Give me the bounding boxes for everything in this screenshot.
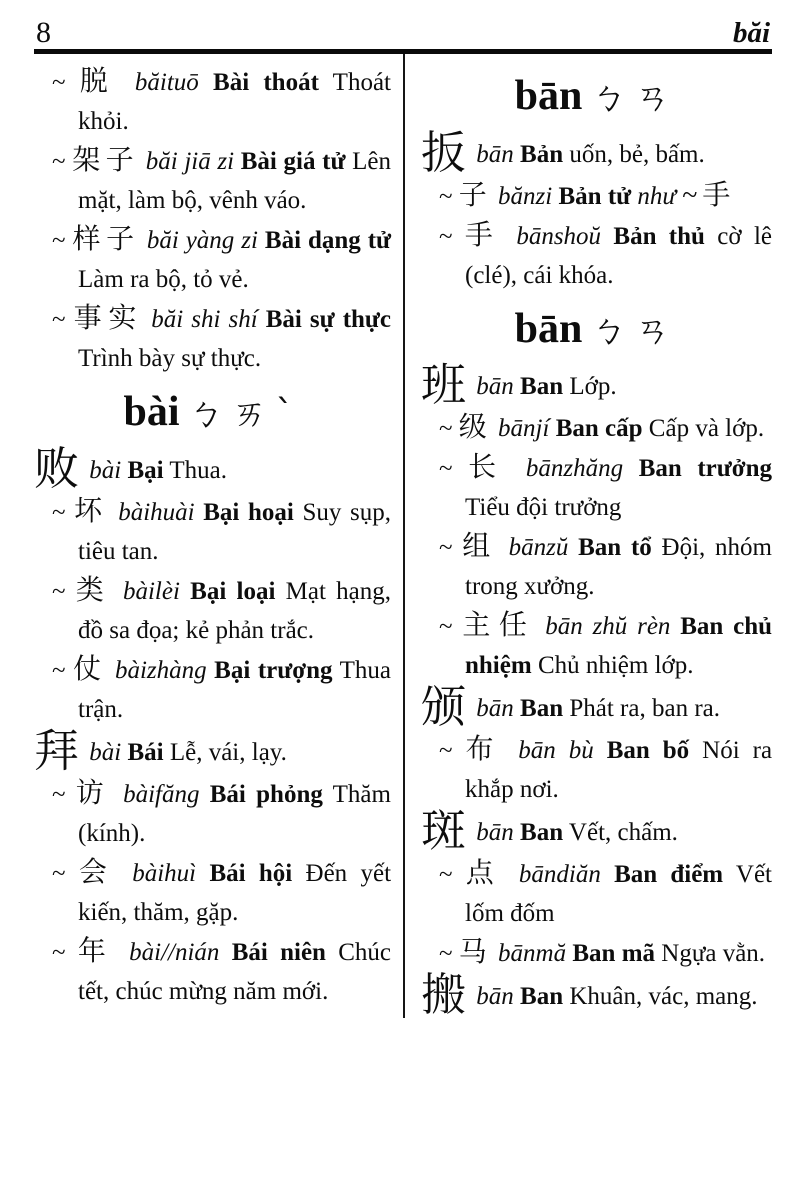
sino-viet-reading: Bái niên	[231, 938, 326, 966]
tilde: ~	[52, 227, 66, 254]
sino-viet-reading: Bái	[127, 738, 164, 766]
hanzi-text: 长	[468, 452, 511, 483]
hanzi-text: 点	[465, 858, 506, 889]
dict-entry	[34, 443, 391, 494]
definition-text: Mạt hạng, đồ sa đọa; kẻ phản trắc.	[78, 577, 391, 644]
definition-text: Thua.	[169, 456, 228, 484]
dict-sub-entry	[421, 854, 772, 933]
pinyin-text: bān	[476, 983, 514, 1010]
headword-hanzi: 败	[34, 443, 80, 494]
tilde: ~	[439, 737, 453, 764]
pinyin-text: bān bù	[518, 737, 594, 764]
pinyin-text: bàilèi	[122, 577, 180, 605]
definition-text: Khuân, vác, mang.	[569, 983, 758, 1010]
hanzi-text: 会	[78, 856, 119, 888]
tilde: ~	[52, 780, 66, 808]
pinyin-text: bānzhăng	[525, 455, 624, 482]
hanzi-text: 组	[462, 531, 499, 562]
sino-viet-reading: Ban	[520, 819, 564, 846]
section-zhuyin: ㄅㄢ	[590, 77, 679, 118]
sino-viet-reading: Ban	[520, 373, 564, 400]
tilde: ~	[439, 455, 453, 482]
section-heading	[34, 386, 391, 439]
tilde: ~	[52, 148, 66, 175]
sino-viet-reading: Bái hội	[209, 859, 293, 887]
dict-entry	[421, 682, 772, 732]
definition-text: Phát ra, ban ra.	[569, 695, 720, 722]
hanzi-text: 坏	[74, 495, 110, 527]
definition-text: Thoát khỏi.	[78, 69, 391, 135]
tilde: ~	[52, 656, 66, 684]
dict-sub-entry	[34, 774, 391, 853]
tilde: ~	[439, 613, 453, 640]
sino-viet-reading: Ban trưởng	[638, 455, 772, 482]
dict-sub-entry	[34, 650, 391, 729]
dict-sub-entry	[421, 527, 772, 606]
pinyin-text: bānmă	[498, 940, 567, 967]
pinyin-text: bānzŭ	[508, 534, 569, 561]
pinyin-text: bài//nián	[129, 938, 220, 966]
pinyin-text: bān zhŭ rèn	[545, 613, 671, 640]
pinyin-text: bān	[476, 819, 514, 846]
dict-sub-entry	[34, 141, 391, 220]
definition-text: Nói ra khắp nơi.	[465, 737, 773, 803]
sino-viet-reading: Bài giá tử	[240, 148, 346, 175]
tilde: ~	[439, 182, 453, 210]
sino-viet-reading: Ban cấp	[555, 415, 643, 442]
pinyin-text: bānjí	[498, 415, 550, 442]
definition-text: cờ lê (clé), cái khóa.	[465, 222, 772, 289]
section-heading	[421, 70, 772, 123]
headword-hanzi: 拜	[34, 725, 80, 776]
section-heading	[421, 303, 772, 356]
definition-text: Chủ nhiệm lớp.	[537, 652, 694, 679]
sino-viet-reading: Ban điểm	[614, 861, 724, 888]
hanzi-text: 访	[75, 777, 113, 809]
sino-viet-reading: Ban	[520, 983, 564, 1010]
definition-text: Thua trận.	[78, 656, 391, 723]
dict-entry	[34, 725, 391, 776]
pinyin-text: bāndiăn	[518, 861, 601, 888]
sino-viet-reading: Ban	[520, 695, 564, 722]
note-text: như	[637, 182, 677, 210]
sino-viet-reading: Bái phỏng	[209, 780, 323, 808]
page-header	[34, 6, 772, 54]
hanzi-text: 事实	[73, 303, 144, 334]
dict-sub-entry	[34, 299, 391, 378]
definition-text: uốn, bẻ, bấm.	[569, 140, 705, 168]
dict-sub-entry	[34, 853, 391, 932]
hanzi-text: 类	[75, 574, 113, 606]
dict-sub-entry	[34, 492, 391, 571]
definition-text: Tiểu đội trưởng	[465, 494, 622, 521]
pinyin-text: bài	[89, 456, 122, 484]
hanzi-text: 样子	[72, 224, 140, 255]
hanzi-text: 架子	[72, 145, 140, 176]
pinyin-text: bānshoŭ	[516, 222, 602, 250]
column-right	[403, 54, 772, 1018]
dict-sub-entry	[421, 606, 772, 685]
hanzi-text: 子	[458, 179, 492, 211]
definition-text: Lớp.	[569, 373, 617, 400]
definition-text: Thăm (kính).	[78, 780, 391, 847]
hanzi-text: 主任	[462, 610, 536, 641]
hanzi-text: ~手	[682, 179, 736, 211]
hanzi-text: 年	[77, 935, 117, 967]
headword-hanzi: 颁	[421, 682, 467, 732]
sino-viet-reading: Bản	[520, 140, 564, 168]
pinyin-text: bàihuì	[132, 859, 197, 887]
hanzi-text: 马	[458, 937, 492, 968]
tilde: ~	[439, 415, 453, 442]
dict-entry	[421, 970, 772, 1020]
dict-entry	[421, 127, 772, 178]
definition-text: Vết lốm đốm	[465, 861, 772, 927]
sino-viet-reading: Bài sự thực	[265, 306, 392, 333]
dict-sub-entry	[421, 408, 772, 448]
sino-viet-reading: Bản thủ	[613, 222, 705, 250]
definition-text: Cấp và lớp.	[648, 415, 765, 442]
dict-entry	[421, 360, 772, 410]
pinyin-text: bān	[476, 373, 514, 400]
pinyin-text: bài	[89, 738, 122, 766]
definition-text: Làm ra bộ, tỏ vẻ.	[78, 266, 249, 293]
pinyin-text: băi jiā zi	[145, 148, 235, 175]
sino-viet-reading: Bài thoát	[213, 69, 319, 96]
dict-sub-entry	[34, 571, 391, 650]
dict-sub-entry	[421, 176, 772, 216]
tilde: ~	[52, 859, 66, 887]
sino-viet-reading: Ban bố	[606, 737, 690, 764]
sino-viet-reading: Bại hoại	[203, 498, 294, 526]
section-pinyin: bān	[514, 73, 583, 119]
columns-container	[34, 54, 772, 1018]
hanzi-text: 布	[465, 734, 506, 765]
definition-text: Suy sụp, tiêu tan.	[78, 498, 392, 565]
definition-text: Lễ, vái, lạy.	[169, 738, 287, 766]
dict-sub-entry	[421, 448, 772, 527]
pinyin-text: băi yàng zi	[146, 227, 258, 254]
dict-sub-entry	[34, 220, 391, 299]
dict-sub-entry	[34, 62, 391, 141]
pinyin-text: bān	[476, 140, 514, 168]
sino-viet-reading: Bại loại	[190, 577, 276, 605]
definition-text: Ngựa vằn.	[661, 940, 766, 967]
pinyin-text: băituō	[134, 69, 199, 96]
dict-sub-entry	[34, 932, 391, 1011]
headword-hanzi: 斑	[421, 806, 467, 856]
sino-viet-reading: Bản tử	[558, 182, 632, 210]
dict-entry	[421, 806, 772, 856]
sino-viet-reading: Ban tổ	[578, 534, 652, 561]
sino-viet-reading: Bại	[127, 456, 164, 484]
definition-text: Vết, chấm.	[568, 819, 678, 846]
definition-text: Trình bày sự thực.	[78, 345, 262, 372]
sino-viet-reading: Ban mã	[572, 940, 656, 967]
definition-text: Đến yết kiến, thăm, gặp.	[78, 859, 392, 926]
tilde: ~	[439, 534, 453, 561]
section-pinyin: bān	[514, 305, 583, 352]
tilde: ~	[439, 861, 453, 888]
pinyin-text: bān	[476, 695, 514, 722]
pinyin-text: bàihuài	[118, 498, 195, 526]
sino-viet-reading: Ban chủ nhiệm	[465, 613, 773, 679]
hanzi-text: 级	[458, 412, 492, 443]
definition-text: Đội, nhóm trong xưởng.	[465, 534, 772, 600]
section-zhuyin: ㄅㄢ	[590, 309, 679, 351]
definition-text: Chúc tết, chúc mừng năm mới.	[78, 938, 392, 1005]
tilde: ~	[439, 222, 453, 250]
sino-viet-reading: Bại trượng	[214, 656, 333, 684]
pinyin-text: bàizhàng	[114, 656, 207, 684]
pinyin-text: bàifăng	[123, 780, 200, 808]
tilde: ~	[439, 940, 453, 967]
tilde: ~	[52, 938, 66, 966]
section-zhuyin: ㄅㄞˋ	[187, 393, 302, 434]
headword-hanzi: 搬	[421, 970, 467, 1020]
pinyin-text: băi shi shí	[151, 306, 258, 333]
hanzi-text: 脱	[79, 66, 121, 97]
tilde: ~	[52, 69, 66, 96]
sino-viet-reading: Bài dạng tử	[264, 227, 392, 254]
dict-sub-entry	[421, 730, 772, 809]
page-number: 8	[36, 16, 51, 49]
tilde: ~	[52, 306, 66, 333]
guide-word: băi	[732, 17, 770, 49]
hanzi-text: 仗	[73, 653, 108, 685]
headword-hanzi: 班	[421, 360, 467, 410]
hanzi-text: 手	[464, 219, 504, 251]
section-pinyin: bài	[123, 389, 180, 435]
column-left	[34, 54, 403, 1018]
dict-sub-entry	[421, 216, 772, 295]
dict-sub-entry	[421, 933, 772, 973]
definition-text: Lên mặt, làm bộ, vênh váo.	[78, 148, 392, 214]
tilde: ~	[52, 577, 66, 605]
tilde: ~	[52, 498, 66, 526]
pinyin-text: bănzi	[498, 182, 553, 210]
headword-hanzi: 扳	[421, 127, 467, 178]
